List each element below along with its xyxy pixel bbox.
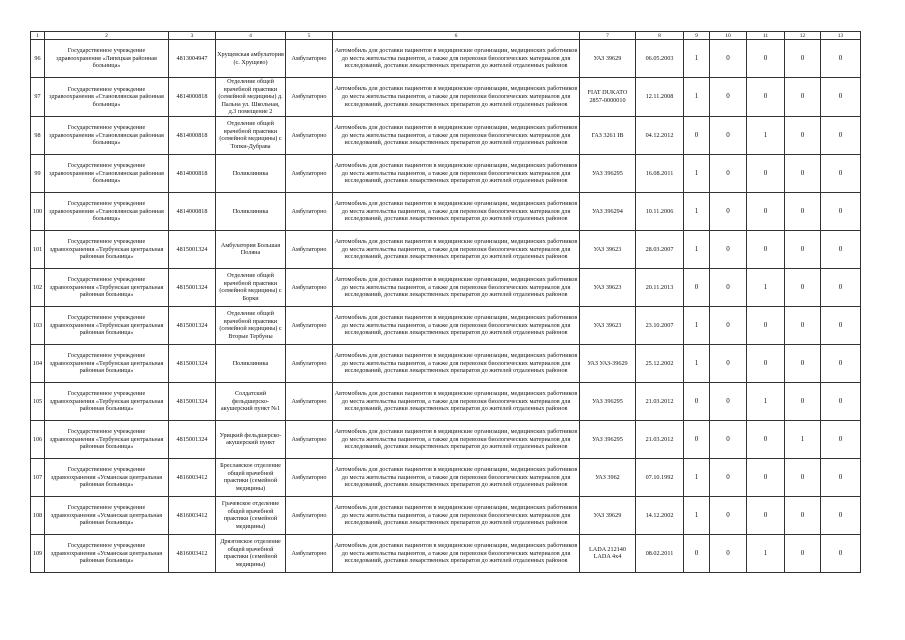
flag-cell: 0	[747, 40, 785, 78]
vehicle-model: УАЗ 3962	[580, 458, 636, 496]
flag-cell: 0	[684, 420, 710, 458]
registration-date: 08.02.2011	[636, 534, 684, 572]
flag-cell: 0	[710, 78, 747, 117]
inn-code: 4815001324	[169, 268, 216, 306]
row-number: 98	[31, 116, 45, 154]
organization-name: Государственное учреждение здравоохранения «Липецкая районная больница»	[45, 40, 169, 78]
registration-date: 14.12.2002	[636, 496, 684, 534]
subdivision-name: Отделение общей врачебной практики (семейной медицины) с Топки-Дубрава	[216, 116, 286, 154]
flag-cell: 0	[785, 306, 821, 344]
flag-cell: 1	[684, 344, 710, 382]
organization-name: Государственное учреждение здравоохранения «Тербунская центральная районная больница»	[45, 344, 169, 382]
column-number: 8	[636, 32, 684, 40]
column-number-row	[31, 32, 861, 40]
care-type: Амбулаторно	[286, 306, 333, 344]
flag-cell: 0	[821, 496, 861, 534]
row-number: 96	[31, 40, 45, 78]
vehicle-model: УАЗ 396295	[580, 382, 636, 420]
vehicle-purpose: Автомобиль для доставки пациентов в медицинские организации, медицинских работников до места жительства пациентов, а также для перевозки биологических материалов для исследований, доставки лекарственных препаратов до жителей отдаленных районов	[333, 534, 580, 572]
subdivision-name: Поликлиника	[216, 344, 286, 382]
flag-cell: 0	[821, 382, 861, 420]
organization-name: Государственное учреждение здравоохранения «Усманская центральная районная больница»	[45, 496, 169, 534]
table-body	[31, 32, 861, 573]
registration-date: 12.11.2008	[636, 78, 684, 117]
flag-cell: 0	[747, 154, 785, 192]
column-number: 4	[216, 32, 286, 40]
vehicle-purpose: Автомобиль для доставки пациентов в медицинские организации, медицинских работников до места жительства пациентов, а также для перевозки биологических материалов для исследований, доставки лекарственных препаратов до жителей отдаленных районов	[333, 382, 580, 420]
table-row	[31, 306, 861, 344]
registration-date: 06.05.2003	[636, 40, 684, 78]
flag-cell: 0	[684, 534, 710, 572]
flag-cell: 0	[747, 230, 785, 268]
flag-cell: 0	[821, 306, 861, 344]
flag-cell: 0	[785, 534, 821, 572]
flag-cell: 0	[710, 344, 747, 382]
vehicle-purpose: Автомобиль для доставки пациентов в медицинские организации, медицинских работников до места жительства пациентов, а также для перевозки биологических материалов для исследований, доставки лекарственных препаратов до жителей отдаленных районов	[333, 40, 580, 78]
flag-cell: 0	[785, 116, 821, 154]
flag-cell: 1	[747, 116, 785, 154]
inn-code: 4814000818	[169, 192, 216, 230]
organization-name: Государственное учреждение здравоохранения «Тербунская центральная районная больница»	[45, 268, 169, 306]
vehicle-model: УАЗ 39629	[580, 496, 636, 534]
flag-cell: 1	[684, 154, 710, 192]
flag-cell: 0	[710, 192, 747, 230]
vehicle-model: УАЗ 39629	[580, 40, 636, 78]
column-number: 3	[169, 32, 216, 40]
vehicle-purpose: Автомобиль для доставки пациентов в медицинские организации, медицинских работников до места жительства пациентов, а также для перевозки биологических материалов для исследований, доставки лекарственных препаратов до жителей отдаленных районов	[333, 496, 580, 534]
subdivision-name: Амбулатория Большая Поляна	[216, 230, 286, 268]
inn-code: 4816003412	[169, 496, 216, 534]
vehicle-model: УАЗ 39623	[580, 306, 636, 344]
table-row	[31, 268, 861, 306]
flag-cell: 0	[710, 40, 747, 78]
column-number: 1	[31, 32, 45, 40]
registration-date: 10.11.2006	[636, 192, 684, 230]
vehicle-purpose: Автомобиль для доставки пациентов в медицинские организации, медицинских работников до места жительства пациентов, а также для перевозки биологических материалов для исследований, доставки лекарственных препаратов до жителей отдаленных районов	[333, 458, 580, 496]
flag-cell: 0	[821, 230, 861, 268]
inn-code: 4815001324	[169, 230, 216, 268]
care-type: Амбулаторно	[286, 458, 333, 496]
flag-cell: 0	[821, 420, 861, 458]
vehicle-purpose: Автомобиль для доставки пациентов в медицинские организации, медицинских работников до места жительства пациентов, а также для перевозки биологических материалов для исследований, доставки лекарственных препаратов до жителей отдаленных районов	[333, 306, 580, 344]
organization-name: Государственное учреждение здравоохранения «Становлянская районная больница»	[45, 116, 169, 154]
flag-cell: 0	[821, 154, 861, 192]
flag-cell: 0	[710, 116, 747, 154]
column-number: 11	[747, 32, 785, 40]
row-number: 105	[31, 382, 45, 420]
care-type: Амбулаторно	[286, 40, 333, 78]
document-sheet	[30, 31, 861, 573]
vehicle-model: УАЗ 39623	[580, 230, 636, 268]
row-number: 97	[31, 78, 45, 117]
row-number: 99	[31, 154, 45, 192]
registration-date: 21.03.2012	[636, 420, 684, 458]
flag-cell: 1	[684, 78, 710, 117]
flag-cell: 0	[684, 268, 710, 306]
care-type: Амбулаторно	[286, 382, 333, 420]
care-type: Амбулаторно	[286, 344, 333, 382]
organization-name: Государственное учреждение здравоохранения «Тербунская центральная районная больница»	[45, 382, 169, 420]
flag-cell: 0	[785, 496, 821, 534]
care-type: Амбулаторно	[286, 116, 333, 154]
subdivision-name: Поликлиника	[216, 154, 286, 192]
care-type: Амбулаторно	[286, 78, 333, 117]
inn-code: 4813004947	[169, 40, 216, 78]
flag-cell: 0	[710, 230, 747, 268]
flag-cell: 0	[785, 78, 821, 117]
flag-cell: 0	[785, 458, 821, 496]
flag-cell: 0	[710, 420, 747, 458]
column-number: 9	[684, 32, 710, 40]
flag-cell: 1	[747, 534, 785, 572]
vehicle-model: УАЗ УАЗ-39629	[580, 344, 636, 382]
care-type: Амбулаторно	[286, 496, 333, 534]
registration-date: 16.08.2011	[636, 154, 684, 192]
flag-cell: 1	[684, 496, 710, 534]
vehicle-purpose: Автомобиль для доставки пациентов в медицинские организации, медицинских работников до места жительства пациентов, а также для перевозки биологических материалов для исследований, доставки лекарственных препаратов до жителей отдаленных районов	[333, 268, 580, 306]
table-row	[31, 154, 861, 192]
subdivision-name: Отделение общей врачебной практики (семейной медицины) с Борки	[216, 268, 286, 306]
flag-cell: 1	[785, 420, 821, 458]
subdivision-name: Солдатский фельдшерско-акушерский пункт №1	[216, 382, 286, 420]
table-row	[31, 458, 861, 496]
flag-cell: 0	[684, 116, 710, 154]
registration-date: 04.12.2012	[636, 116, 684, 154]
inn-code: 4814000818	[169, 154, 216, 192]
flag-cell: 0	[710, 458, 747, 496]
subdivision-name: Урицкий фельдшерско-акушерский пункт	[216, 420, 286, 458]
flag-cell: 0	[821, 40, 861, 78]
flag-cell: 0	[710, 534, 747, 572]
vehicle-purpose: Автомобиль для доставки пациентов в медицинские организации, медицинских работников до места жительства пациентов, а также для перевозки биологических материалов для исследований, доставки лекарственных препаратов до жителей отдаленных районов	[333, 78, 580, 117]
flag-cell: 0	[710, 154, 747, 192]
organization-name: Государственное учреждение здравоохранения «Усманская центральная районная больница»	[45, 458, 169, 496]
subdivision-name: Дрязговское отделение общей врачебной практики (семейной медицины)	[216, 534, 286, 572]
flag-cell: 0	[710, 306, 747, 344]
care-type: Амбулаторно	[286, 154, 333, 192]
row-number: 107	[31, 458, 45, 496]
subdivision-name: Хрущевская амбулатория (с. Хрущево)	[216, 40, 286, 78]
inn-code: 4815001324	[169, 420, 216, 458]
flag-cell: 0	[710, 496, 747, 534]
care-type: Амбулаторно	[286, 534, 333, 572]
vehicle-purpose: Автомобиль для доставки пациентов в медицинские организации, медицинских работников до места жительства пациентов, а также для перевозки биологических материалов для исследований, доставки лекарственных препаратов до жителей отдаленных районов	[333, 154, 580, 192]
flag-cell: 0	[747, 420, 785, 458]
registration-date: 28.03.2007	[636, 230, 684, 268]
vehicle-model: LADA 212140 LADA 4x4	[580, 534, 636, 572]
column-number: 5	[286, 32, 333, 40]
subdivision-name: Отделение общей врачебной практики (семейной медицины) д. Пальна ул. Школьная, д.3 помещение 2	[216, 78, 286, 117]
vehicle-purpose: Автомобиль для доставки пациентов в медицинские организации, медицинских работников до места жительства пациентов, а также для перевозки биологических материалов для исследований, доставки лекарственных препаратов до жителей отдаленных районов	[333, 420, 580, 458]
subdivision-name: Отделение общей врачебной практики (семейной медицины) с Вторые Тербуны	[216, 306, 286, 344]
care-type: Амбулаторно	[286, 192, 333, 230]
subdivision-name: Поликлиника	[216, 192, 286, 230]
flag-cell: 1	[684, 192, 710, 230]
flag-cell: 0	[785, 230, 821, 268]
column-number: 6	[333, 32, 580, 40]
flag-cell: 0	[747, 496, 785, 534]
registration-date: 07.10.1992	[636, 458, 684, 496]
inn-code: 4816003412	[169, 458, 216, 496]
vehicle-purpose: Автомобиль для доставки пациентов в медицинские организации, медицинских работников до места жительства пациентов, а также для перевозки биологических материалов для исследований, доставки лекарственных препаратов до жителей отдаленных районов	[333, 344, 580, 382]
flag-cell: 0	[710, 382, 747, 420]
registration-date: 21.03.2012	[636, 382, 684, 420]
row-number: 101	[31, 230, 45, 268]
inn-code: 4815001324	[169, 306, 216, 344]
organization-name: Государственное учреждение здравоохранения «Становлянская районная больница»	[45, 78, 169, 117]
vehicle-purpose: Автомобиль для доставки пациентов в медицинские организации, медицинских работников до места жительства пациентов, а также для перевозки биологических материалов для исследований, доставки лекарственных препаратов до жителей отдаленных районов	[333, 116, 580, 154]
flag-cell: 0	[821, 78, 861, 117]
flag-cell: 0	[747, 306, 785, 344]
organization-name: Государственное учреждение здравоохранения «Усманская центральная районная больница»	[45, 534, 169, 572]
row-number: 106	[31, 420, 45, 458]
flag-cell: 0	[821, 116, 861, 154]
flag-cell: 0	[747, 192, 785, 230]
care-type: Амбулаторно	[286, 268, 333, 306]
flag-cell: 0	[821, 268, 861, 306]
flag-cell: 0	[785, 344, 821, 382]
flag-cell: 0	[821, 344, 861, 382]
table-row	[31, 116, 861, 154]
organization-name: Государственное учреждение здравоохранения «Тербунская центральная районная больница»	[45, 306, 169, 344]
flag-cell: 0	[821, 458, 861, 496]
care-type: Амбулаторно	[286, 230, 333, 268]
organization-name: Государственное учреждение здравоохранения «Становлянская районная больница»	[45, 154, 169, 192]
care-type: Амбулаторно	[286, 420, 333, 458]
column-number: 7	[580, 32, 636, 40]
flag-cell: 1	[747, 382, 785, 420]
table-row	[31, 230, 861, 268]
flag-cell: 1	[684, 458, 710, 496]
flag-cell: 1	[684, 230, 710, 268]
table-row	[31, 192, 861, 230]
column-number: 12	[785, 32, 821, 40]
inn-code: 4815001324	[169, 344, 216, 382]
registration-date: 20.11.2013	[636, 268, 684, 306]
column-number: 13	[821, 32, 861, 40]
vehicle-model: УАЗ 39623	[580, 268, 636, 306]
table-row	[31, 382, 861, 420]
flag-cell: 1	[747, 268, 785, 306]
vehicle-model: УАЗ 396295	[580, 154, 636, 192]
row-number: 103	[31, 306, 45, 344]
flag-cell: 0	[710, 268, 747, 306]
flag-cell: 0	[785, 154, 821, 192]
table-row	[31, 78, 861, 117]
inn-code: 4816003412	[169, 534, 216, 572]
flag-cell: 0	[747, 344, 785, 382]
flag-cell: 0	[785, 192, 821, 230]
vehicle-model: УАЗ 396294	[580, 192, 636, 230]
flag-cell: 0	[747, 78, 785, 117]
flag-cell: 0	[785, 268, 821, 306]
row-number: 100	[31, 192, 45, 230]
row-number: 108	[31, 496, 45, 534]
flag-cell: 0	[747, 458, 785, 496]
subdivision-name: Бреславское отделение общей врачебной практики (семейной медицины)	[216, 458, 286, 496]
row-number: 104	[31, 344, 45, 382]
row-number: 109	[31, 534, 45, 572]
flag-cell: 0	[785, 382, 821, 420]
inn-code: 4815001324	[169, 382, 216, 420]
table-row	[31, 40, 861, 78]
registration-date: 23.10.2007	[636, 306, 684, 344]
table-row	[31, 420, 861, 458]
row-number: 102	[31, 268, 45, 306]
column-number: 10	[710, 32, 747, 40]
vehicle-table	[30, 31, 861, 573]
flag-cell: 1	[684, 306, 710, 344]
table-row	[31, 344, 861, 382]
inn-code: 4814000818	[169, 78, 216, 117]
vehicle-purpose: Автомобиль для доставки пациентов в медицинские организации, медицинских работников до места жительства пациентов, а также для перевозки биологических материалов для исследований, доставки лекарственных препаратов до жителей отдаленных районов	[333, 192, 580, 230]
flag-cell: 0	[821, 534, 861, 572]
organization-name: Государственное учреждение здравоохранения «Становлянская районная больница»	[45, 192, 169, 230]
flag-cell: 0	[821, 192, 861, 230]
vehicle-model: ГАЗ 3261 IB	[580, 116, 636, 154]
registration-date: 25.12.2002	[636, 344, 684, 382]
subdivision-name: Грачевское отделение общей врачебной практики (семейной медицины)	[216, 496, 286, 534]
table-row	[31, 496, 861, 534]
flag-cell: 0	[785, 40, 821, 78]
table-row	[31, 534, 861, 572]
flag-cell: 1	[684, 40, 710, 78]
organization-name: Государственное учреждение здравоохранения «Тербунская центральная районная больница»	[45, 230, 169, 268]
column-number: 2	[45, 32, 169, 40]
inn-code: 4814000818	[169, 116, 216, 154]
flag-cell: 0	[684, 382, 710, 420]
vehicle-model: УАЗ 396295	[580, 420, 636, 458]
vehicle-purpose: Автомобиль для доставки пациентов в медицинские организации, медицинских работников до места жительства пациентов, а также для перевозки биологических материалов для исследований, доставки лекарственных препаратов до жителей отдаленных районов	[333, 230, 580, 268]
organization-name: Государственное учреждение здравоохранения «Тербунская центральная районная больница»	[45, 420, 169, 458]
vehicle-model: FIAT DUKATO 2857-0000010	[580, 78, 636, 117]
